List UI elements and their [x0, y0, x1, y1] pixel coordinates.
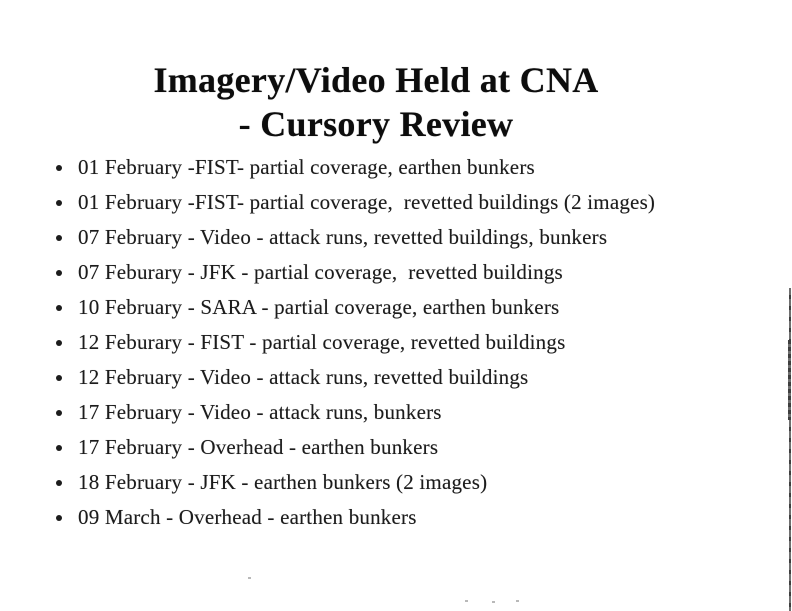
slide-title-line2: - Cursory Review — [238, 104, 514, 144]
list-item-text: 07 February - Video - attack runs, revetted buildings, bunkers — [78, 225, 608, 249]
scan-artifact-right-edge — [789, 288, 791, 611]
list-item-text: 18 February - JFK - earthen bunkers (2 images) — [78, 470, 488, 494]
list-item-text: 17 February - Video - attack runs, bunkers — [78, 400, 442, 424]
list-item — [0, 465, 792, 500]
list-item-text: 17 February - Overhead - earthen bunkers — [78, 435, 439, 459]
slide-title-line1: Imagery/Video Held at CNA — [153, 60, 599, 100]
list-item — [0, 220, 792, 255]
bullet-icon — [56, 375, 62, 381]
bullet-icon — [56, 200, 62, 206]
slide-title — [0, 58, 752, 146]
scan-speck — [516, 600, 519, 602]
bullet-icon — [56, 235, 62, 241]
bullet-icon — [56, 305, 62, 311]
list-item-text: 12 February - Video - attack runs, revetted buildings — [78, 365, 529, 389]
list-item-text: 01 February -FIST- partial coverage, earthen bunkers — [78, 155, 535, 179]
scan-speck — [465, 600, 468, 602]
bullet-icon — [56, 340, 62, 346]
list-item — [0, 360, 792, 395]
list-item — [0, 395, 792, 430]
bullet-icon — [56, 165, 62, 171]
bullet-icon — [56, 515, 62, 521]
list-item-text: 01 February -FIST- partial coverage, revetted buildings (2 images) — [78, 190, 656, 214]
scan-artifact-right-edge-dark-segment — [788, 340, 791, 420]
scan-speck — [492, 601, 495, 603]
list-item — [0, 185, 792, 220]
list-item — [0, 255, 792, 290]
list-item — [0, 150, 792, 185]
scan-speck — [248, 577, 251, 579]
list-item-text: 12 Feburary - FIST - partial coverage, revetted buildings — [78, 330, 566, 354]
list-item — [0, 500, 792, 535]
list-item — [0, 290, 792, 325]
bullet-icon — [56, 270, 62, 276]
bullet-icon — [56, 480, 62, 486]
bullet-icon — [56, 410, 62, 416]
list-item — [0, 325, 792, 360]
list-item-text: 09 March - Overhead - earthen bunkers — [78, 505, 417, 529]
bullet-icon — [56, 445, 62, 451]
list-item — [0, 430, 792, 465]
list-item-text: 10 February - SARA - partial coverage, earthen bunkers — [78, 295, 560, 319]
bullet-list — [0, 150, 792, 535]
list-item-text: 07 Feburary - JFK - partial coverage, revetted buildings — [78, 260, 563, 284]
